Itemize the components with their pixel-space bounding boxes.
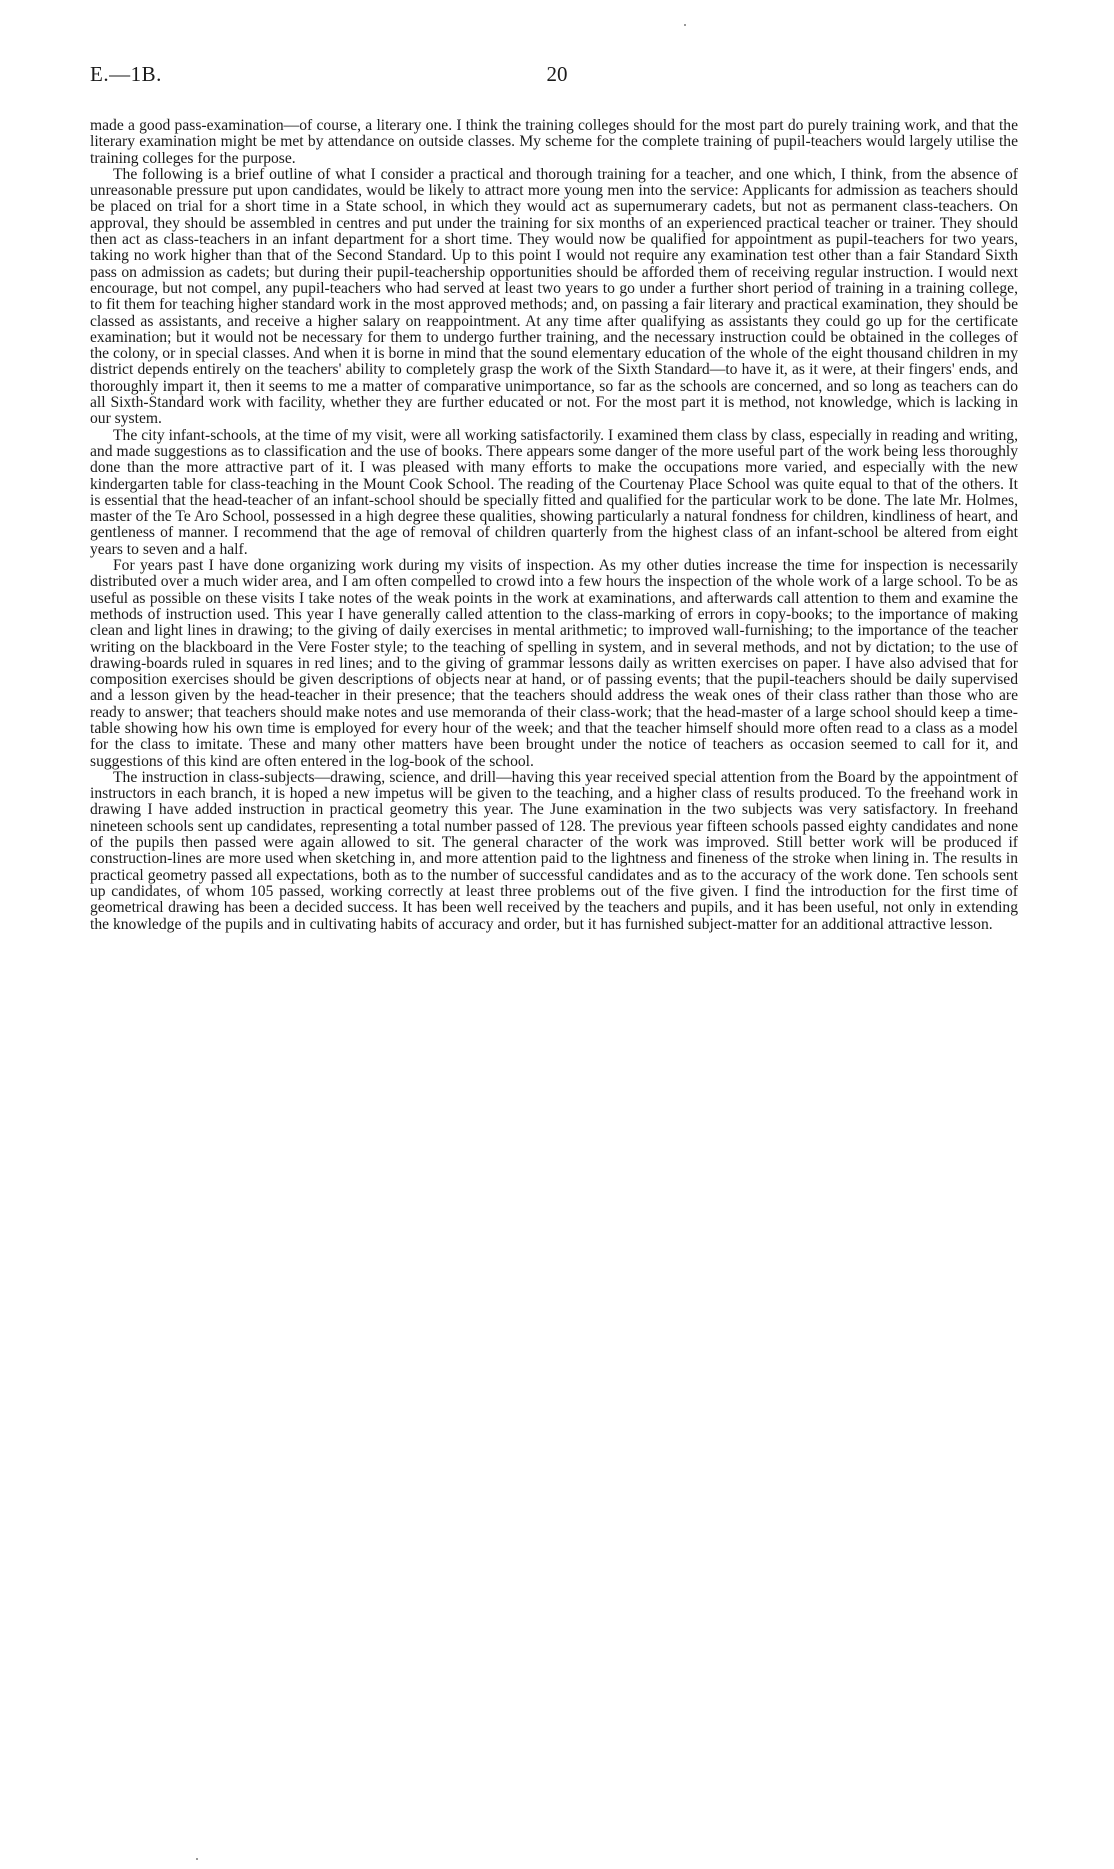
document-reference: E.—1B.	[90, 62, 162, 86]
paper-speck	[684, 24, 686, 26]
paragraph-continuation: made a good pass-examination—of course, a literary one. I think the training colleges should for the most part do purely training work, and that the literary examination might be met by attendance on outside classes. My scheme for the complete training of pupil-teachers would largely utilise the training colleges for the purpose.	[90, 117, 1018, 167]
paragraph-class-subjects: The instruction in class-subjects—drawing, science, and drill—having this year received special attention from the Board by the appointment of instructors in each branch, it is hoped a new impetus will be given to the teaching, and a higher class of results produced. To the freehand work in drawing I have added instruction in practical geometry this year. The June examination in the two subjects was very satisfactory. In freehand nineteen schools sent up candidates, representing a total number passed of 128. The previous year fifteen schools passed eighty candidates and none of the pupils then passed were again allowed to sit. The general character of the work was improved. Still better work will be produced if construction-lines are more used when sketching in, and more attention paid to the lightness and fineness of the stroke when lining in. The results in practical geometry passed all expectations, both as to the number of successful candidates and as to the accuracy of the work done. Ten schools sent up candidates, of whom 105 passed, working correctly at least three problems out of the five given. I find the introduction for the first time of geometrical drawing has been a decided success. It has been well received by the teachers and pupils, and it has been useful, not only in extending the knowledge of the pupils and in cultivating habits of accuracy and order, but it has furnished subject-matter for an additional attractive lesson.	[90, 768, 1018, 933]
page-number: 20	[546, 62, 568, 86]
paragraph-organizing-work: For years past I have done organizing work during my visits of inspection. As my other duties increase the time for inspection is necessarily distributed over a much wider area, and I am often compelled to crowd into a few hours the inspection of the whole work of a large school. To be as useful as possible on these visits I take notes of the weak points in the work at examinations, and afterwards call attention to them and examine the methods of instruction used. This year I have generally called attention to the class-marking of errors in copy-books; to the importance of making clean and light lines in drawing; to the giving of daily exercises in mental arithmetic; to improved wall-furnishing; to the importance of the teacher writing on the blackboard in the Vere Foster style; to the teaching of spelling in system, and in several methods, and not by dictation; to the use of drawing-boards ruled in squares in red lines; and to the giving of grammar lessons daily as written exercises on paper. I have also advised that for composition exercises should be given descriptions of objects near at hand, or of passing events; that the pupil-teachers should be daily supervised and a lesson given by the head-teacher in their presence; that the teachers should address the weak ones of their class rather than those who are ready to answer; that teachers should make notes and use memoranda of their class-work; that the head-master of a large school should keep a time-table showing how his own time is employed for every hour of the week; and that the teacher himself should more often read to a class as a model for the class to imitate. These and many other matters have been brought under the notice of teachers as occasion seemed to call for it, and suggestions of this kind are often entered in the log-book of the school.	[90, 557, 1018, 770]
page-header	[90, 62, 1024, 92]
report-body	[90, 118, 1018, 933]
paper-speck	[196, 1858, 198, 1860]
paragraph-teacher-training: The following is a brief outline of what I consider a practical and thorough training for a teacher, and one which, I think, from the absence of unreasonable pressure put upon candidates, would be likely to attract more young men into the service: Applicants for admission as teachers should be placed on trial for a short time in a State school, in which they would act as supernumerary cadets, but not as permanent class-teachers. On approval, they should be assembled in centres and put under the training for six months of an experienced practical teacher or trainer. They should then act as class-teachers in an infant department for a short time. They would now be qualified for appointment as pupil-teachers for two years, taking no work higher than that of the Second Standard. Up to this point I would not require any examination test other than a fair Standard Sixth pass on admission as cadets; but during their pupil-teachership opportunities should be afforded them of receiving regular instruction. I would next encourage, but not compel, any pupil-teachers who had served at least two years to go under a further short period of training in a training college, to fit them for teaching higher standard work in the most approved methods; and, on passing a fair literary and practical examination, they should be classed as assistants, and receive a higher salary on reappointment. At any time after qualifying as assistants they could go up for the certificate examination; but it would not be necessary for them to undergo further training, and the necessary instruction could be obtained in the colleges of the colony, or in special classes. And when it is borne in mind that the sound elementary education of the whole of the eight thousand children in my district depends entirely on the teachers' ability to completely grasp the work of the Sixth Standard—to have it, as it were, at their fingers' ends, and thoroughly impart it, then it seems to me a matter of comparative unimportance, so far as the schools are concerned, and so long as teachers can do all Sixth-Standard work with facility, whether they are further educated or not. For the most part it is method, not knowledge, which is lacking in our system.	[90, 165, 1018, 428]
paragraph-infant-schools: The city infant-schools, at the time of my visit, were all working satisfactorily. I examined them class by class, especially in reading and writing, and made suggestions as to classification and the use of books. There appears some danger of the more useful part of the work being less thoroughly done than the more attractive part of it. I was pleased with many efforts to make the occupations more varied, and especially with the new kindergarten table for class-teaching in the Mount Cook School. The reading of the Courtenay Place School was quite equal to that of the others. It is essential that the head-teacher of an infant-school should be specially fitted and qualified for the particular work to be done. The late Mr. Holmes, master of the Te Aro School, possessed in a high degree these qualities, showing particularly a natural fondness for children, kindliness of heart, and gentleness of manner. I recommend that the age of removal of children quarterly from the highest class of an infant-school be altered from eight years to seven and a half.	[90, 426, 1018, 558]
